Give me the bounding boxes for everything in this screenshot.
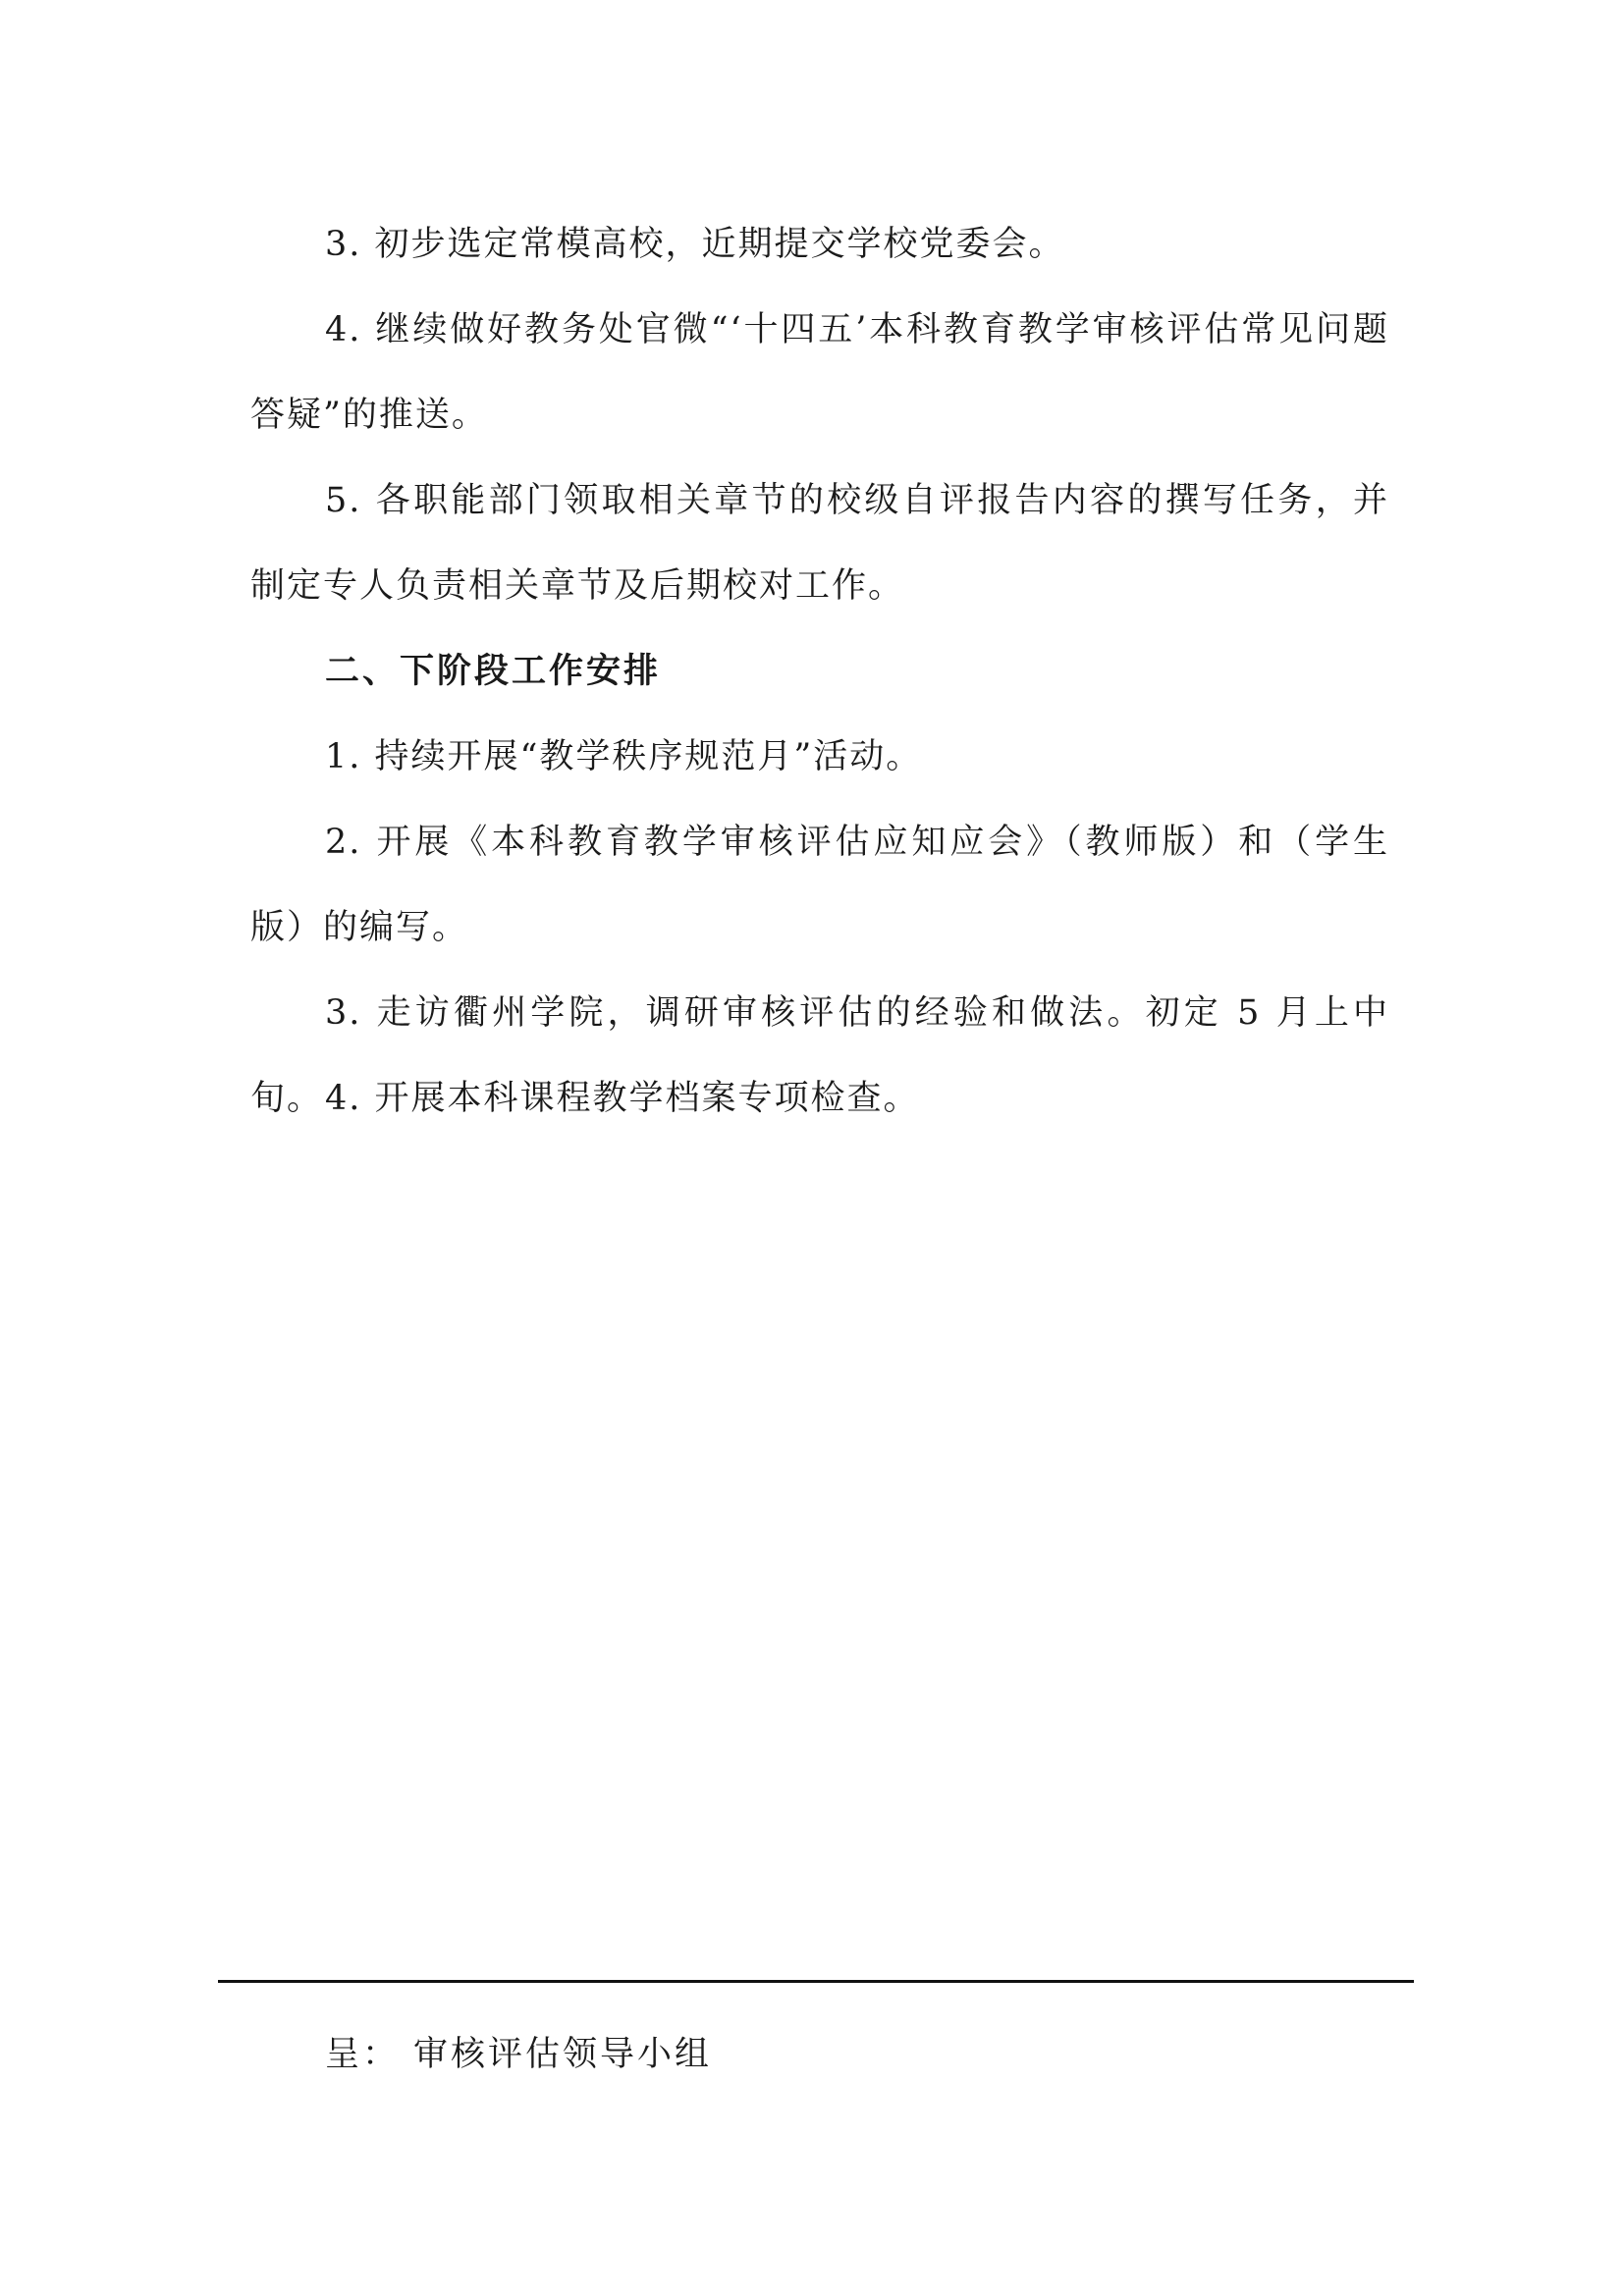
recipient-line [325, 2012, 712, 2098]
paragraph-item-5: 5. 各职能部门领取相关章节的校级自评报告内容的撰写任务，并制定专人负责相关章节及后期校对工作。 [250, 481, 1389, 606]
recipient-label: 呈： [325, 2035, 401, 2074]
paragraph-item-3: 3. 初步选定常模高校，近期提交学校党委会。 [325, 225, 1065, 264]
recipient-value: 审核评估领导小组 [413, 2035, 713, 2074]
paragraph-item-4: 4. 继续做好教务处官微“‘十四五’本科教育教学审核评估常见问题答疑”的推送。 [250, 310, 1389, 435]
next-step-item-1: 1. 持续开展“教学秩序规范月”活动。 [325, 737, 923, 776]
next-step-item-3: 3. 走访衢州学院，调研审核评估的经验和做法。初定 5 月上中旬。 [250, 993, 1389, 1118]
footer-divider [218, 1980, 1414, 1983]
next-step-item-4: 4. 开展本科课程教学档案专项检查。 [325, 1079, 920, 1118]
section-heading: 二、下阶段工作安排 [325, 652, 662, 691]
next-step-item-2: 2. 开展《本科教育教学审核评估应知应会》（教师版）和（学生版）的编写。 [250, 823, 1389, 947]
